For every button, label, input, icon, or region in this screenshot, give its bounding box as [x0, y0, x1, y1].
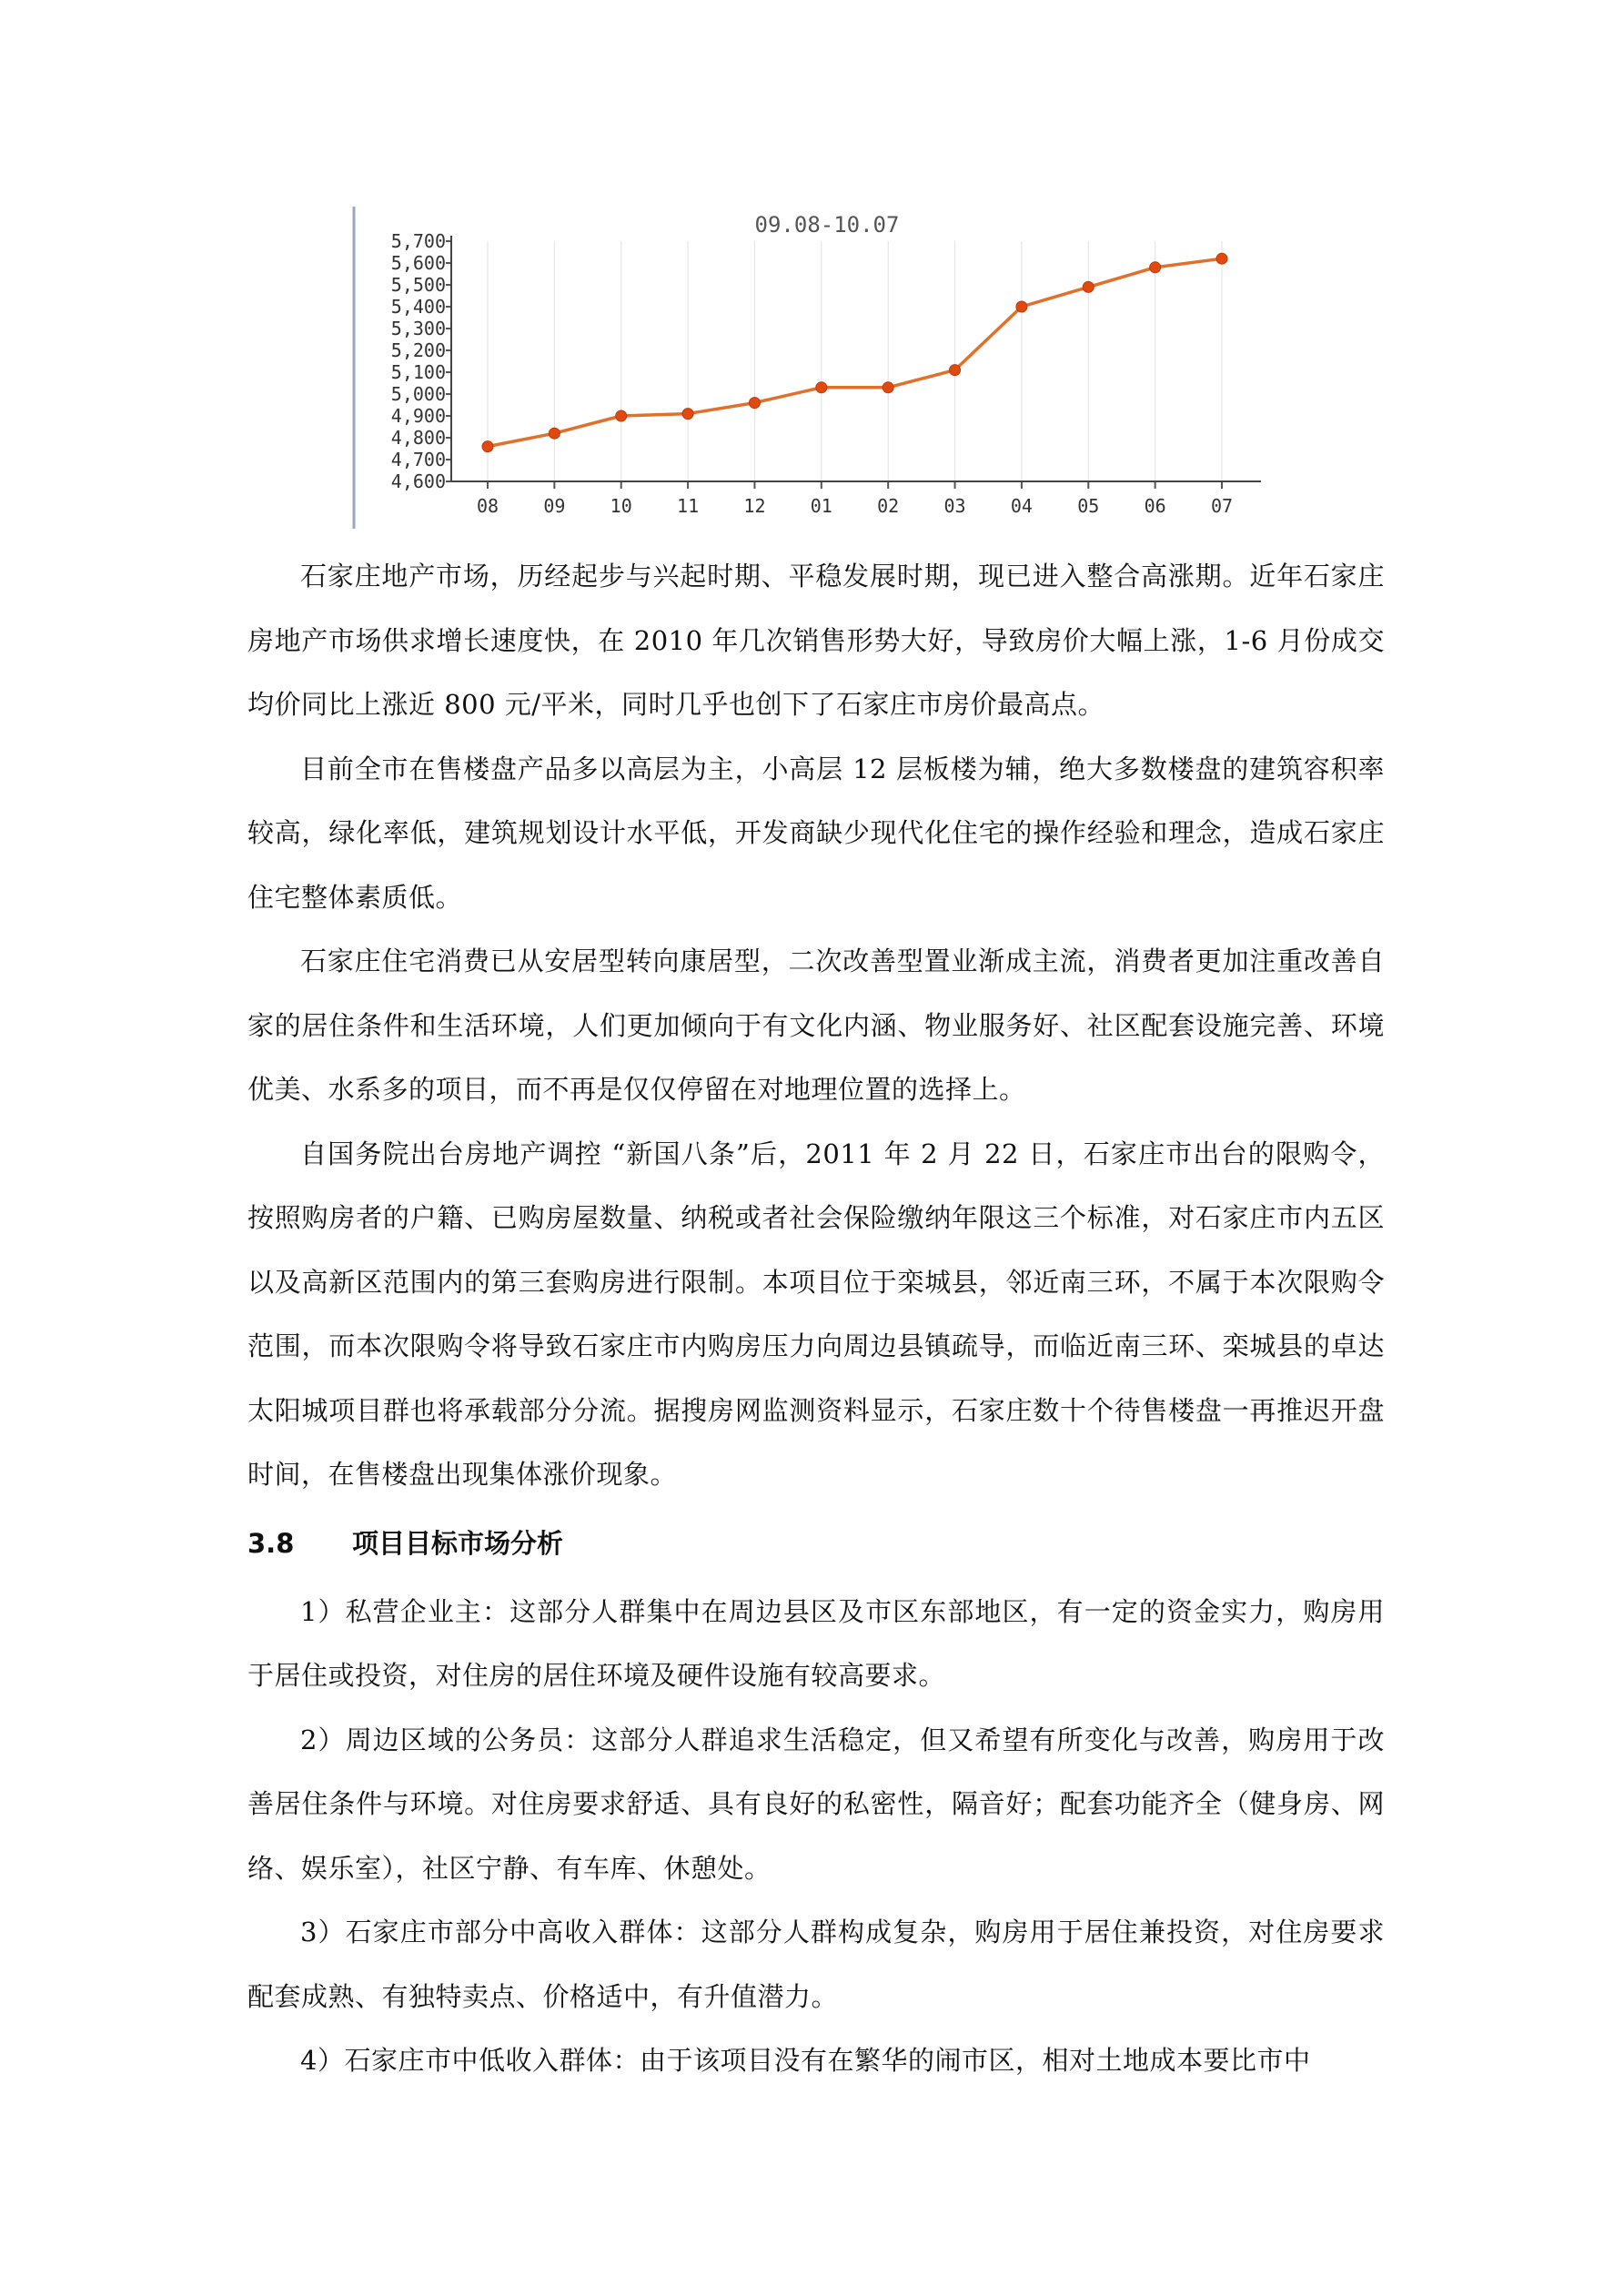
section-title: 项目目标市场分析: [352, 1527, 564, 1559]
y-tick-label: 5,400: [390, 296, 446, 318]
x-tick-label: 05: [1077, 495, 1100, 517]
paragraph-consumer-trend: 石家庄住宅消费已从安居型转向康居型，二次改善型置业渐成主流，消费者更加注重改善自家的居住条件和生活环境，人们更加倾向于有文化内涵、物业服务好、社区配套设施完善、环境优美、水系多的项目，而不再是仅仅停留在对地理位置的选择上。: [247, 946, 1385, 1105]
x-tick-label: 06: [1144, 495, 1166, 517]
y-tick-label: 5,200: [390, 339, 446, 361]
y-tick-label: 4,600: [390, 470, 446, 492]
paragraph-target-private-owners: 1）私营企业主：这部分人群集中在周边县区及市区东部地区，有一定的资金实力，购房用于居住或投资，对住房的居住环境及硬件设施有较高要求。: [247, 1595, 1385, 1691]
y-tick-label: 5,100: [390, 361, 446, 383]
data-point: [1150, 262, 1161, 273]
y-tick-label: 5,700: [390, 230, 446, 252]
x-tick-label: 02: [877, 495, 900, 517]
data-point: [883, 382, 893, 393]
chart-title: 09.08-10.07: [754, 212, 900, 238]
data-point: [1083, 281, 1094, 292]
price-trend-chart: [351, 205, 1279, 532]
x-tick-label: 12: [743, 495, 766, 517]
data-point: [616, 410, 627, 421]
section-heading: [247, 1514, 1385, 1573]
y-tick-label: 5,000: [390, 383, 446, 405]
data-point: [816, 382, 827, 393]
x-tick-label: 08: [476, 495, 499, 517]
chart-y-tick-labels: [391, 230, 446, 492]
paragraph-target-low-income: 4）石家庄市中低收入群体：由于该项目没有在繁华的闹市区，相对土地成本要比市中: [300, 2045, 1311, 2076]
y-tick-label: 5,600: [390, 252, 446, 274]
data-point: [682, 409, 693, 420]
data-point: [1216, 253, 1227, 264]
x-tick-label: 03: [943, 495, 966, 517]
y-tick-label: 4,800: [390, 427, 446, 449]
section-number: 3.8: [247, 1527, 295, 1559]
y-tick-label: 5,300: [390, 318, 446, 339]
paragraph-target-civil-servants: 2）周边区域的公务员：这部分人群追求生活稳定，但又希望有所变化与改善，购房用于改善居住条件与环境。对住房要求舒适、具有良好的私密性，隔音好；配套功能齐全（健身房、网络、娱乐室），社区宁静、有车库、休憩处。: [247, 1724, 1385, 1884]
x-tick-label: 01: [810, 495, 832, 517]
x-tick-label: 10: [610, 495, 632, 517]
x-tick-label: 04: [1010, 495, 1033, 517]
x-tick-label: 11: [677, 495, 700, 517]
paragraph-market-overview: 石家庄地产市场，历经起步与兴起时期、平稳发展时期，现已进入整合高涨期。近年石家庄房地产市场供求增长速度快，在 2010 年几次销售形势大好，导致房价大幅上涨，1-6 月份成交均价同比上涨近 800 元/平米，同时几乎也创下了石家庄市房价最高点。: [247, 561, 1385, 720]
data-point: [549, 428, 560, 439]
x-tick-label: 07: [1210, 495, 1234, 517]
paragraph-purchase-restriction: 自国务院出台房地产调控 “新国八条”后，2011 年 2 月 22 日，石家庄市出台的限购令，按照购房者的户籍、已购房屋数量、纳税或者社会保险缴纳年限这三个标准，对石家庄市内五区以及高新区范围内的第三套购房进行限制。本项目位于栾城县，邻近南三环，不属于本次限购令范围，而本次限购令将导致石家庄市内购房压力向周边县镇疏导，而临近南三环、栾城县的卓达太阳城项目群也将承载部分分流。据搜房网监测资料显示，石家庄数十个待售楼盘一再推迟开盘时间，在售楼盘出现集体涨价现象。: [247, 1138, 1385, 1490]
y-tick-label: 5,500: [390, 274, 446, 296]
data-point: [482, 441, 493, 452]
data-point: [749, 398, 760, 409]
chart-background: [351, 205, 1279, 532]
data-point: [950, 365, 961, 376]
data-point: [1016, 301, 1027, 312]
paragraph-target-high-income: 3）石家庄市部分中高收入群体：这部分人群构成复杂，购房用于居住兼投资，对住房要求配套成熟、有独特卖点、价格适中，有升值潜力。: [247, 1917, 1385, 2012]
y-tick-label: 4,900: [390, 405, 446, 427]
paragraph-product-structure: 目前全市在售楼盘产品多以高层为主，小高层 12 层板楼为辅，绝大多数楼盘的建筑容积率较高，绿化率低，建筑规划设计水平低，开发商缺少现代化住宅的操作经验和理念，造成石家庄住宅整体素质低。: [247, 753, 1385, 913]
document-body: [247, 544, 1385, 2093]
y-tick-label: 4,700: [390, 449, 446, 470]
x-tick-label: 09: [543, 495, 566, 517]
price-trend-chart-svg: [351, 205, 1279, 532]
